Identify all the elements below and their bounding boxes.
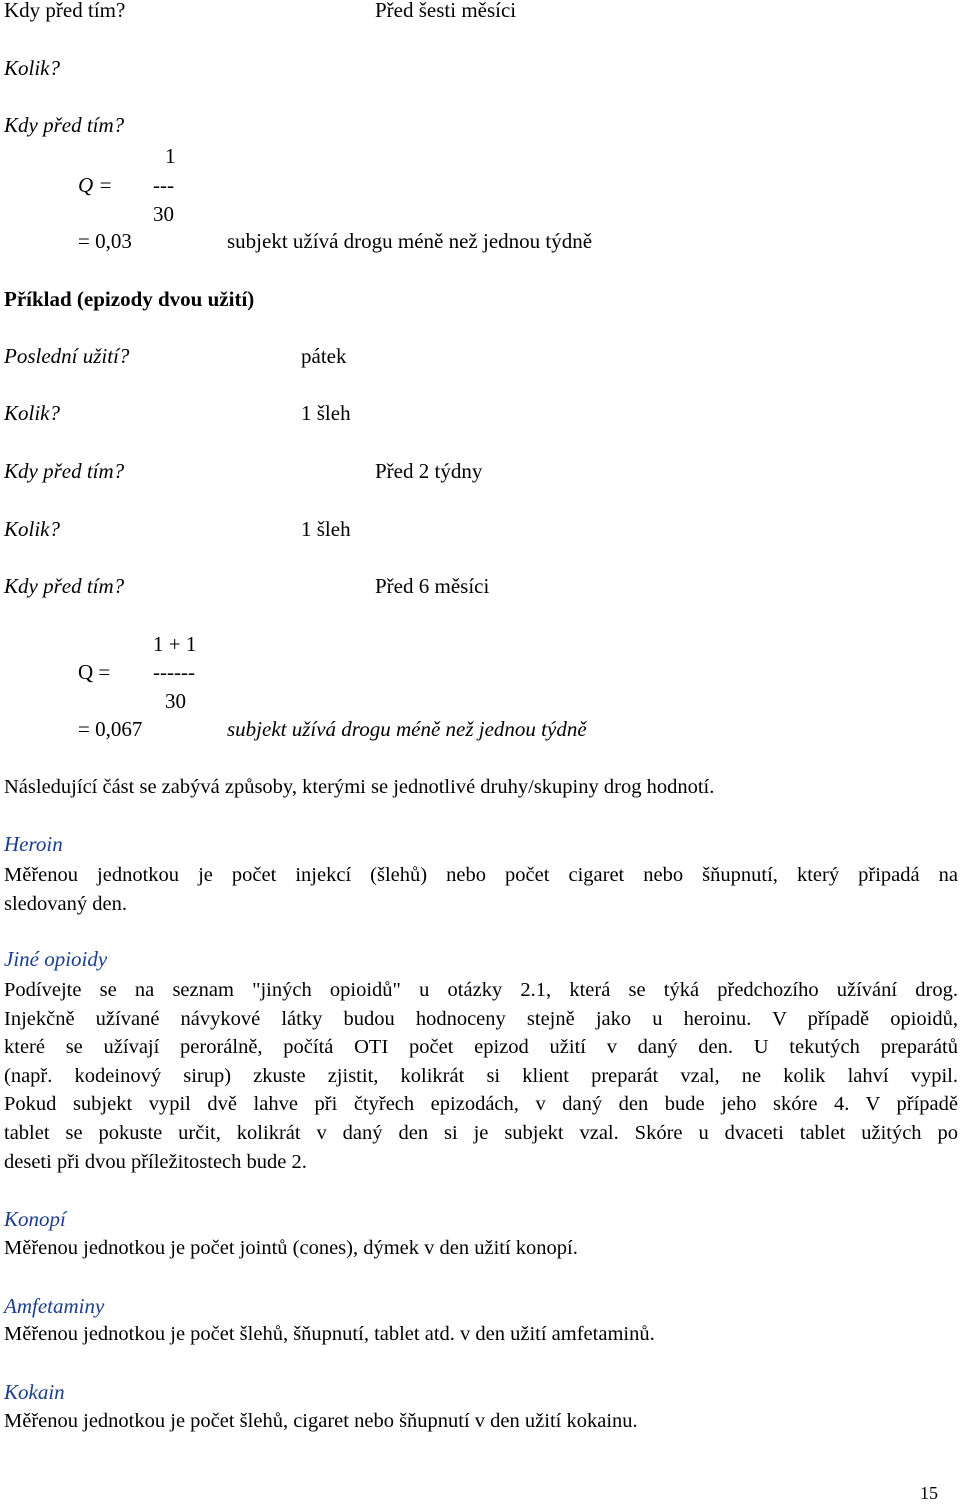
question-when: Kdy před tím? xyxy=(4,574,125,598)
page-number: 15 xyxy=(920,1483,938,1503)
example-heading: Příklad (epizody dvou užití) xyxy=(4,287,255,311)
question-how-many: Kolik? xyxy=(4,517,60,541)
heroin-heading: Heroin xyxy=(4,832,63,856)
question-how-many: Kolik? xyxy=(4,401,60,425)
answer-how-many: 1 šleh xyxy=(301,517,351,541)
answer-when: Před šesti měsíci xyxy=(375,0,517,22)
paragraph-line: Měřenou jednotkou je počet injekcí (šlehů) nebo počet cigaret nebo šňupnutí, který připadá na xyxy=(4,864,958,886)
result-text: subjekt užívá drogu méně než jednou týdně xyxy=(227,229,593,253)
result-value: = 0,067 xyxy=(78,717,143,741)
opioids-paragraph xyxy=(4,976,958,1176)
fraction-numerator: 1 + 1 xyxy=(153,632,197,656)
paragraph-line: Podívejte se na seznam "jiných opioidů" u otázky 2.1, která se týká předchozího užívání drog. xyxy=(4,979,958,1001)
fraction-numerator: 1 xyxy=(165,144,176,168)
q-label: Q = xyxy=(78,173,113,197)
paragraph-line: Injekčně užívané návykové látky budou hodnoceny stejně jako u heroinu. V případě opioidů, xyxy=(4,1007,958,1030)
heroin-paragraph xyxy=(4,861,958,918)
paragraph-line: sledovaný den. xyxy=(4,892,127,915)
paragraph-line: které se užívají perorálně, počítá OTI počet epizod užití v daný den. U tekutých preparátů xyxy=(4,1036,958,1059)
opioids-heading: Jiné opioidy xyxy=(4,947,108,971)
question-when: Kdy před tím? xyxy=(4,0,126,22)
question-when: Kdy před tím? xyxy=(4,459,125,483)
fraction-bar: --- xyxy=(153,173,174,197)
q-label: Q = xyxy=(78,660,111,684)
fraction-bar: ------ xyxy=(153,660,195,684)
paragraph-line: deseti při dvou příležitostech bude 2. xyxy=(4,1150,307,1173)
paragraph-line: tablet se pokuste určit, kolikrát v daný den si je subjekt vzal. Skóre u dvaceti tablet užitých po xyxy=(4,1121,958,1144)
fraction-denominator: 30 xyxy=(165,689,186,713)
question-when: Kdy před tím? xyxy=(4,113,125,137)
cannabis-heading: Konopí xyxy=(4,1207,66,1231)
result-value: = 0,03 xyxy=(78,229,132,253)
question-last-use: Poslední užití? xyxy=(4,344,130,368)
answer-last-use: pátek xyxy=(301,344,347,368)
answer-when: Před 6 měsíci xyxy=(375,574,490,598)
cocaine-text: Měřenou jednotkou je počet šlehů, cigaret nebo šňupnutí v den užití kokainu. xyxy=(4,1410,638,1432)
section-intro: Následující část se zabývá způsoby, kterými se jednotlivé druhy/skupiny drog hodnotí. xyxy=(4,776,715,798)
paragraph-line: (např. kodeinový sirup) zkuste zjistit, kolikrát si klient preparát vzal, ne kolik lahví vypil. xyxy=(4,1064,958,1087)
paragraph-line: Pokud subjekt vypil dvě lahve při čtyřech epizodách, v daný den bude jeho skóre 4. V případě xyxy=(4,1093,958,1116)
answer-when: Před 2 týdny xyxy=(375,459,483,483)
result-text: subjekt užívá drogu méně než jednou týdně xyxy=(227,717,587,741)
amphetamines-heading: Amfetaminy xyxy=(4,1294,105,1318)
cannabis-text: Měřenou jednotkou je počet jointů (cones), dýmek v den užití konopí. xyxy=(4,1237,578,1259)
fraction-denominator: 30 xyxy=(153,202,174,226)
question-how-many: Kolik? xyxy=(4,56,60,80)
cocaine-heading: Kokain xyxy=(4,1380,65,1404)
amphetamines-text: Měřenou jednotkou je počet šlehů, šňupnutí, tablet atd. v den užití amfetaminů. xyxy=(4,1323,655,1345)
answer-how-many: 1 šleh xyxy=(301,401,351,425)
